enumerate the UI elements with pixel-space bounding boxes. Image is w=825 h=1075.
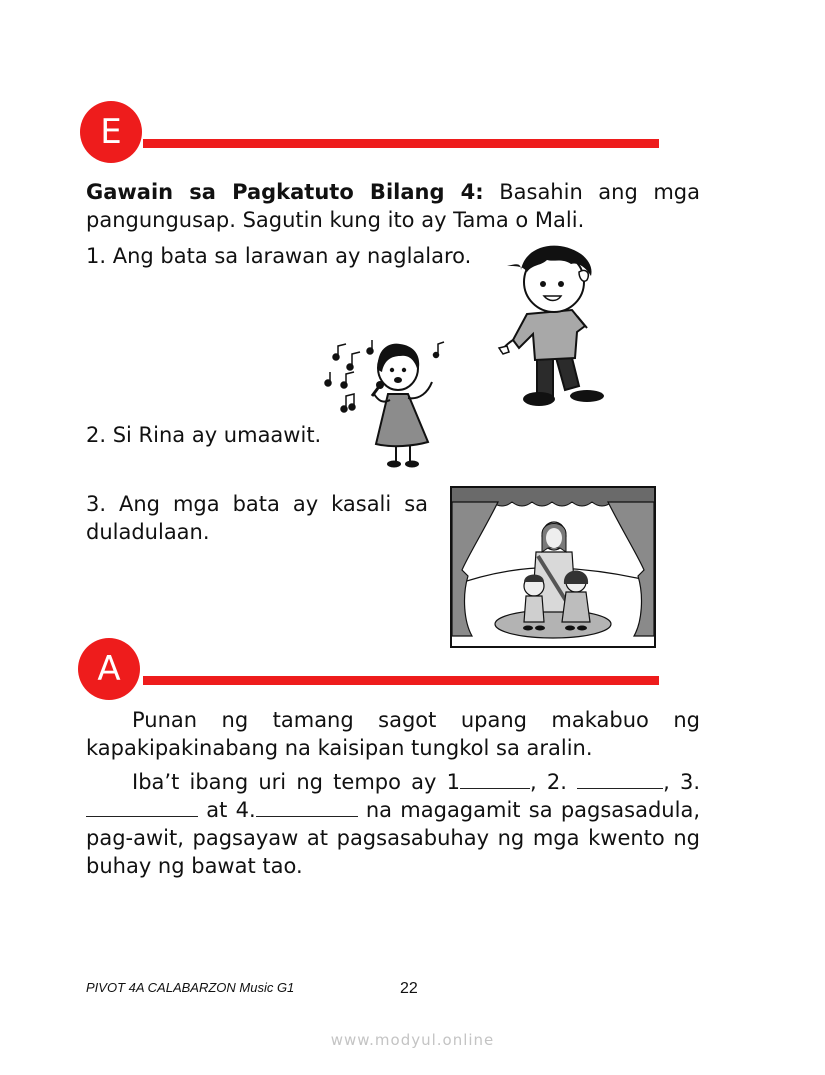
- fill-in-blank-paragraph: [86, 768, 700, 880]
- girl-singing-illustration: [320, 338, 450, 470]
- footer-source: PIVOT 4A CALABARZON Music G1: [86, 980, 295, 995]
- boy-playing-illustration: [497, 236, 612, 412]
- item-1: 1. Ang bata sa larawan ay naglalaro.: [86, 244, 472, 268]
- activity-directions: Basahin ang mga pangungusap. Sagutin kung ito ay Tama o Mali.: [86, 180, 701, 232]
- page-number: 22: [400, 980, 418, 997]
- item-3: 3. Ang mga bata ay kasali sa duladulaan.: [86, 492, 428, 544]
- section-a-intro: Punan ng tamang sagot upang makabuo ng kapakipakinabang na kaisipan tungkol sa aralin.: [86, 708, 700, 760]
- section-e-divider: [143, 139, 659, 148]
- fill-text-1: Iba’t ibang uri ng tempo ay 1: [132, 770, 460, 794]
- activity-title: Gawain sa Pagkatuto Bilang 4:: [86, 180, 484, 204]
- section-e-badge: E: [80, 101, 142, 163]
- activity-instruction: [86, 178, 700, 234]
- fill-text-4: at 4.: [198, 798, 256, 822]
- answer-blank-2[interactable]: [577, 770, 663, 789]
- stage-play-illustration: [450, 486, 656, 648]
- fill-text-2: , 2.: [530, 770, 578, 794]
- answer-blank-1[interactable]: [460, 770, 530, 789]
- fill-text-5: na magagamit sa pagsasadula, pag-awit, pagsayaw at pagsasabuhay ng mga kwento ng buhay ng bawat tao.: [86, 798, 700, 878]
- watermark: www.modyul.online: [330, 1031, 495, 1049]
- answer-blank-3[interactable]: [86, 798, 198, 817]
- answer-blank-4[interactable]: [256, 798, 358, 817]
- item-2: 2. Si Rina ay umaawit.: [86, 423, 322, 447]
- section-a-badge: A: [78, 638, 140, 700]
- fill-text-3: , 3.: [663, 770, 701, 794]
- section-a-divider: [143, 676, 659, 685]
